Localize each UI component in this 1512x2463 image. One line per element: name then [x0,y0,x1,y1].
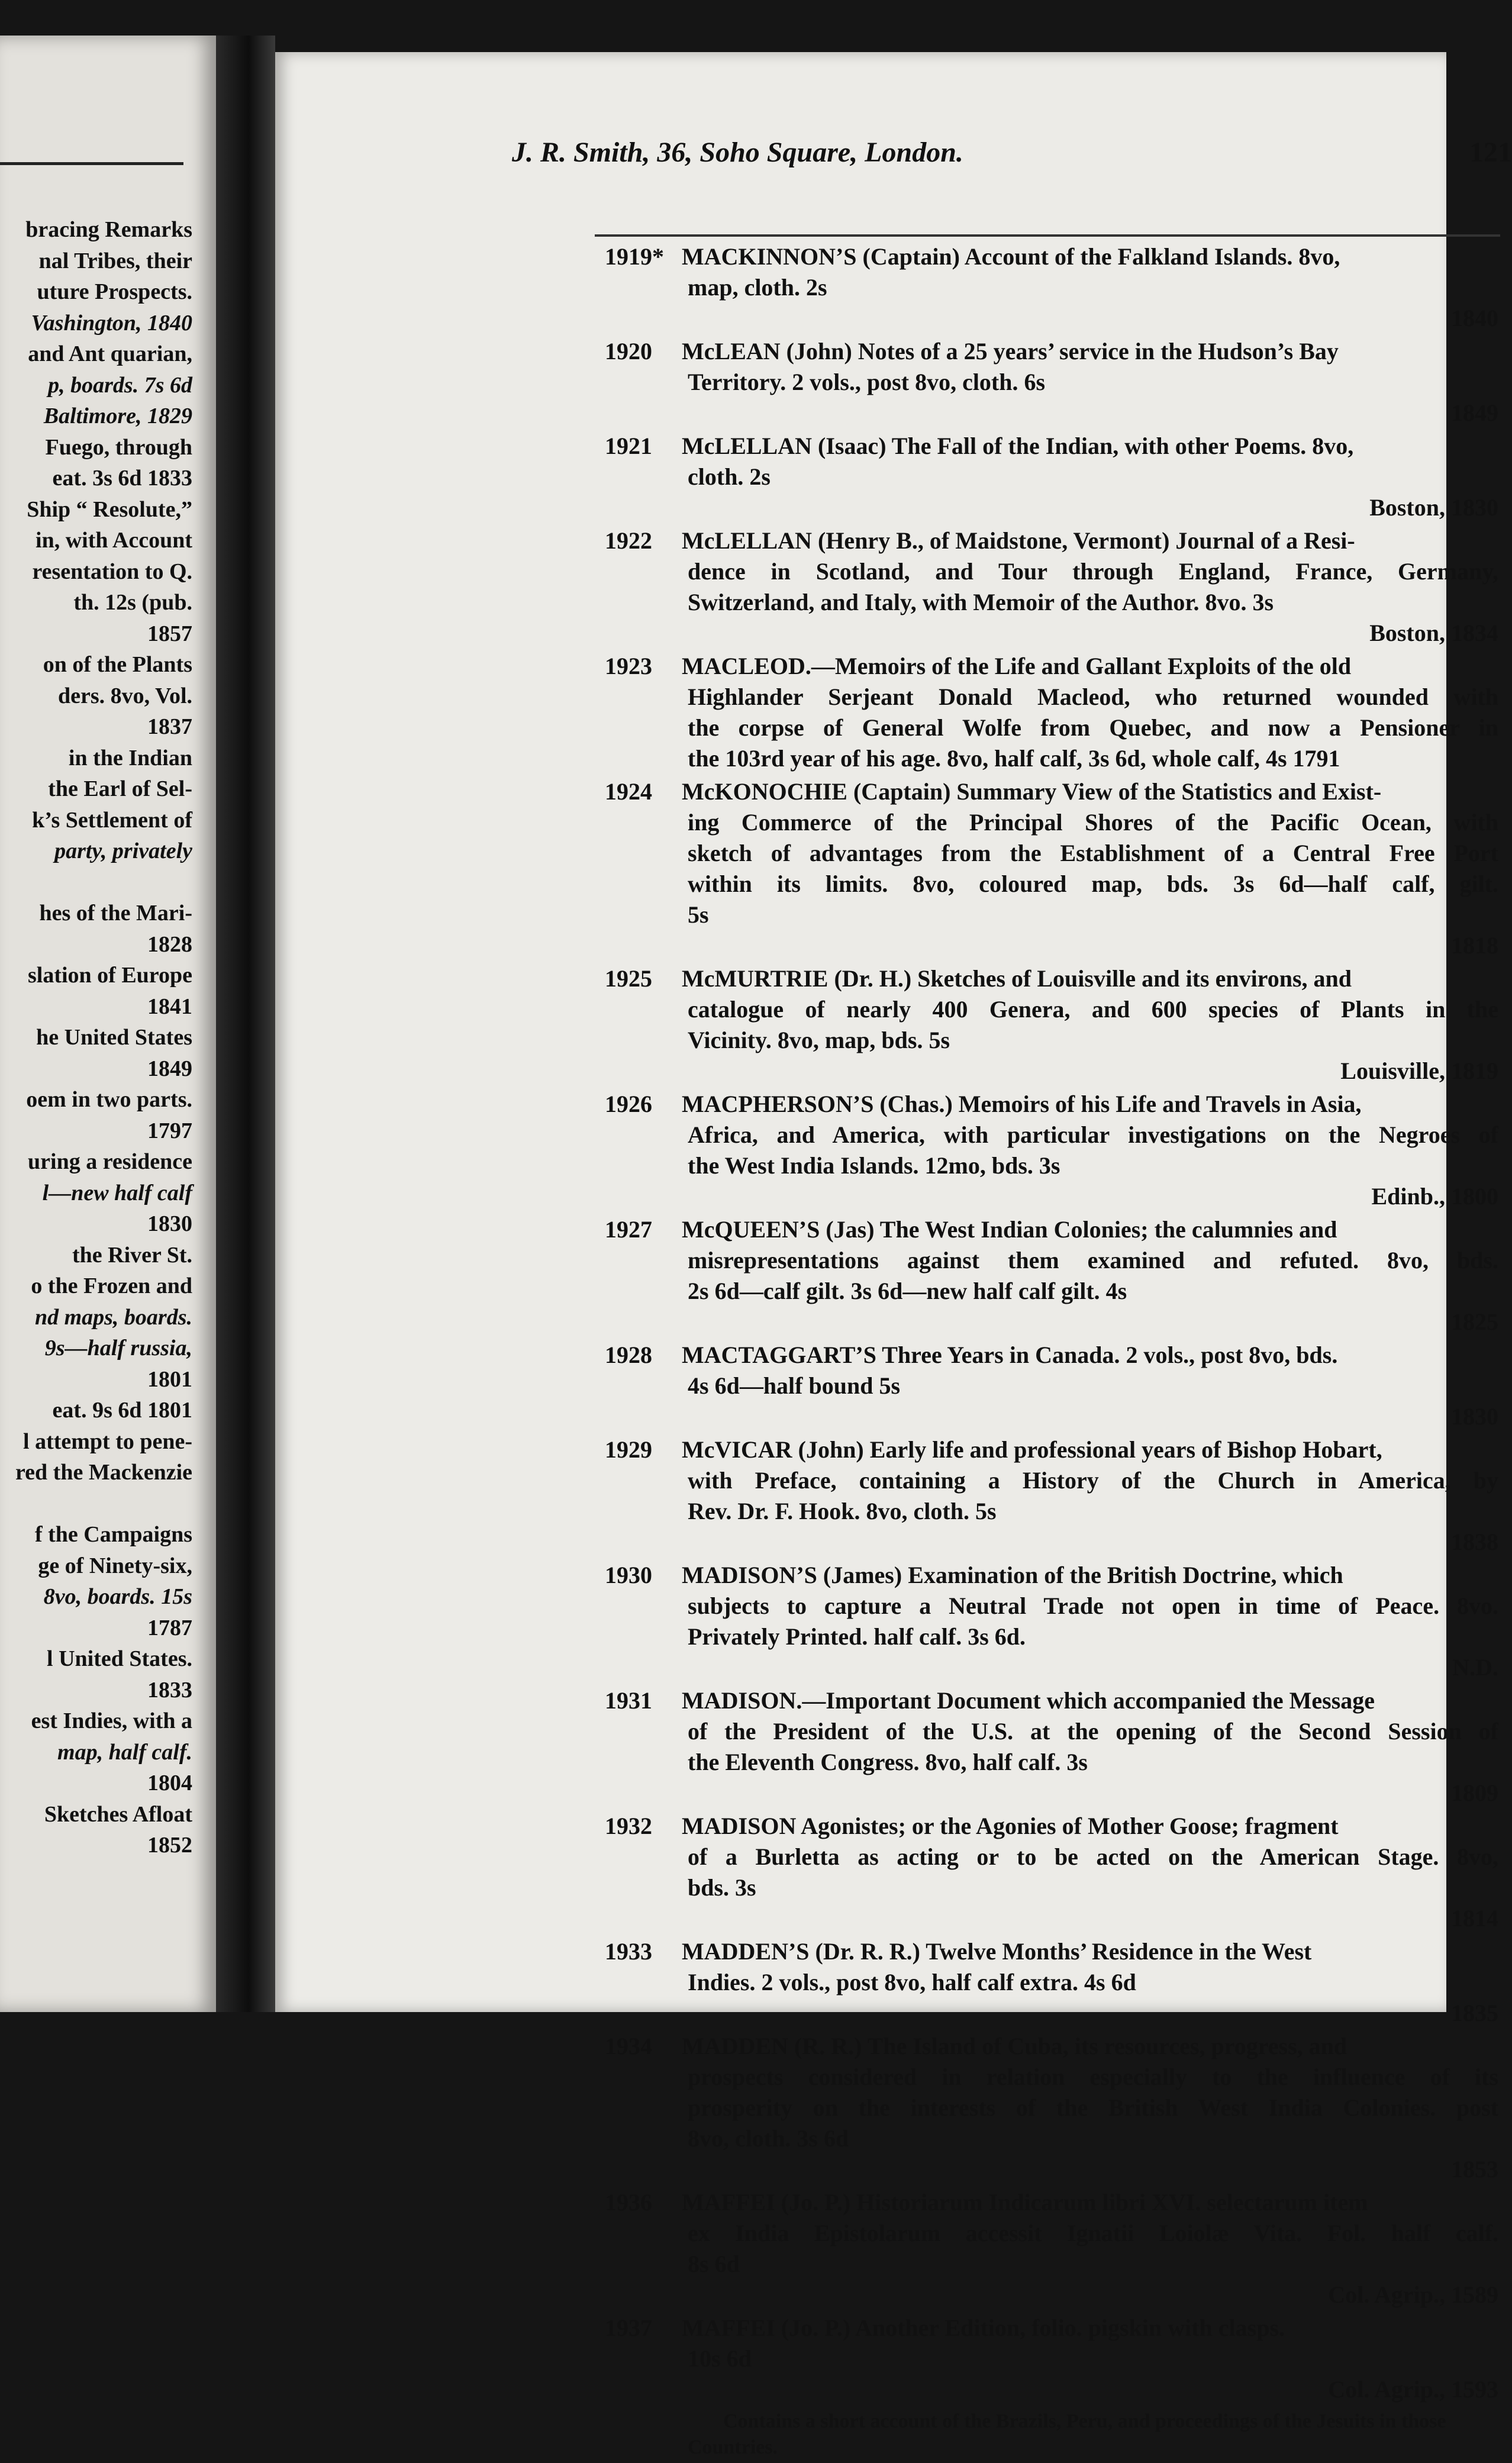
entry-text-line: with Preface, containing a History of the Church in America, by [688,1467,1498,1494]
facing-page-line: 1787 [147,1615,192,1640]
facing-page-line: map, half calf. [57,1739,192,1765]
entry-number: 1937 [605,2314,652,2341]
entry-number: 1922 [605,527,652,554]
entry-number: 1919* [605,243,664,270]
entry-imprint: 1835 [1451,2000,1498,2026]
entry-text-line: of the President of the U.S. at the opening of the Second Session of [688,1718,1498,1745]
catalogue-entry [605,1214,1498,1337]
entry-text-line: ex India Epistolarum accessit Ignatii Loiolæ Vita. Fol. half calf. [688,2220,1498,2246]
entry-imprint: 1853 [1451,2156,1498,2182]
facing-page-line: nal Tribes, their [38,248,192,273]
entry-text-line: Indies. 2 vols., post 8vo, half calf extra. 4s 6d [688,1969,1136,1995]
entry-imprint: 1818 [1451,932,1498,959]
facing-page-line: k’s Settlement of [32,807,192,833]
facing-page-line: in the Indian [68,745,192,771]
entry-heading: MADISON Agonistes; or the Agonies of Mother Goose; fragment [682,1813,1339,1839]
facing-page-line: ge of Ninety-six, [38,1553,192,1578]
entry-imprint: N.D. [1452,1654,1498,1681]
entry-heading: McVICAR (John) Early life and professional years of Bishop Hobart, [682,1436,1382,1463]
facing-page-line: 1849 [147,1056,192,1081]
facing-page-line: nd maps, boards. [34,1304,192,1330]
facing-page-line: 1797 [147,1118,192,1143]
entry-text-line: subjects to capture a Neutral Trade not open in time of Peace. 8vo. [688,1592,1498,1619]
entry-heading: MACPHERSON’S (Chas.) Memoirs of his Life and Travels in Asia, [682,1091,1362,1117]
entry-text-line: map, cloth. 2s [688,274,827,301]
catalogue-entry [605,776,1498,961]
facing-page-line: in, with Account [36,528,192,553]
catalogue-page [275,52,1512,2458]
entry-text-line: Highlander Serjeant Donald Macleod, who returned wounded with [688,684,1498,710]
facing-page-line: hes of the Mari- [39,901,192,926]
entry-imprint: 1849 [1451,399,1498,426]
entry-imprint: 1809 [1451,1779,1498,1806]
entry-number: 1925 [605,965,652,992]
entry-text-line: the West India Islands. 12mo, bds. 3s [688,1152,1060,1179]
entry-heading: MADISON.—Important Document which accompanied the Message [682,1687,1375,1714]
entry-text-line: dence in Scotland, and Tour through England, France, Germany, [688,558,1498,585]
entry-text-line: Privately Printed. half calf. 3s 6d. [688,1623,1026,1650]
entry-heading: MADDEN’S (Dr. R. R.) Twelve Months’ Residence in the West [682,1938,1312,1965]
entry-number: 1926 [605,1091,652,1117]
entry-text-line: 8vo, cloth. 3s 6d [688,2125,849,2152]
catalogue-entry [605,526,1498,649]
entry-text-line: Vicinity. 8vo, map, bds. 5s [688,1027,950,1053]
entry-imprint: 1840 [1451,305,1498,331]
facing-page-line: l attempt to pene- [23,1429,192,1454]
facing-page-line: th. 12s (pub. [73,590,192,615]
facing-page-line: party, privately [54,839,192,863]
entry-text-line: 8s 6d [688,2251,740,2277]
facing-page-line: p, boards. 7s 6d [48,372,192,398]
facing-page-line: on of the Plants [43,652,192,677]
running-title: J. R. Smith, 36, Soho Square, London. [512,137,963,168]
entry-text-line: prospects considered in relation especially to the influence of its [688,2064,1498,2090]
entry-imprint: 1814 [1451,1905,1498,1932]
facing-page-line: 1857 [147,621,192,646]
entry-imprint: Boston, 1830 [1369,494,1498,521]
entry-heading: McLEAN (John) Notes of a 25 years’ service in the Hudson’s Bay [682,338,1339,365]
entry-note: Contains a short account of the Brazils, Peru, and proceedings of the Jesuits in those Countries. [688,2410,1446,2458]
catalogue-entry [605,1811,1498,1934]
entry-text-line: misrepresentations against them examined and refuted. 8vo, bds. [688,1247,1498,1274]
catalogue-entry [605,1340,1498,1432]
entry-heading: MADDEN (R. R.) The Island of Cuba, its resources, progress, and [682,2033,1347,2059]
entry-text-line: prosperity on the interests of the British West India Colonies. post [688,2094,1498,2121]
catalogue-entry [605,1434,1498,1558]
catalogue-entry [605,336,1498,428]
facing-page-line: uring a residence [28,1149,192,1174]
facing-page-line: 1801 [147,1366,192,1392]
entry-text-line: within its limits. 8vo, coloured map, bds. 3s 6d—half calf, gilt. [688,871,1498,897]
entry-number: 1920 [605,338,652,365]
entry-imprint: Edinb., 1800 [1371,1183,1498,1210]
facing-page-line: Sketches Afloat [44,1801,192,1827]
entry-imprint: Col. Agrip., 1593 [1328,2376,1498,2403]
entry-number: 1929 [605,1436,652,1463]
entry-heading: McMURTRIE (Dr. H.) Sketches of Louisville and its environs, and [682,965,1352,992]
entry-number: 1928 [605,1342,652,1368]
entry-heading: MAFFEI (Jo. P.) Historiarum Indicarum libri XVI. selectarum item [682,2189,1368,2216]
entry-text-line: ing Commerce of the Principal Shores of the Pacific Ocean, with [688,809,1498,836]
catalogue-entries [605,241,1498,2463]
facing-page-line: 1828 [147,931,192,957]
facing-page-line: the Earl of Sel- [48,776,192,801]
facing-page-line: uture Prospects. [37,279,192,304]
facing-page-line: est Indies, with a [31,1708,192,1733]
entry-text-line: Africa, and America, with particular investigations on the Negroes of [688,1121,1498,1148]
facing-page-line: eat. 9s 6d 1801 [52,1398,192,1423]
entry-heading: McLELLAN (Isaac) The Fall of the Indian, with other Poems. 8vo, [682,433,1354,459]
facing-page-line: Fuego, through [45,434,192,460]
facing-page-line: 1852 [147,1833,192,1858]
facing-page-line: 9s—half russia, [44,1336,192,1361]
entry-text-line: Rev. Dr. F. Hook. 8vo, cloth. 5s [688,1498,997,1524]
facing-page-line: and Ant quarian, [28,341,192,366]
facing-page-line: 1830 [147,1211,192,1236]
entry-imprint: Louisville, 1819 [1340,1058,1498,1084]
page-number: 121 [1469,137,1512,168]
facing-page-line: 1837 [147,714,192,739]
entry-number: 1921 [605,433,652,459]
entry-text-line: 2s 6d—calf gilt. 3s 6d—new half calf gilt. 4s [688,1278,1127,1304]
entry-text-line: Switzerland, and Italy, with Memoir of the Author. 8vo. 3s [688,589,1274,615]
entry-heading: MACLEOD.—Memoirs of the Life and Gallant Exploits of the old [682,653,1352,679]
entry-text-line: catalogue of nearly 400 Genera, and 600 species of Plants in the [688,996,1498,1023]
facing-page-line: the River St. [72,1242,192,1268]
facing-page-line: 1804 [147,1771,192,1795]
facing-page-line: he United States [36,1025,192,1050]
entry-number: 1923 [605,653,652,679]
entry-heading: McKONOCHIE (Captain) Summary View of the Statistics and Exist- [682,778,1382,805]
facing-page-line: eat. 3s 6d 1833 [52,466,192,491]
entry-heading: MAFFEI (Jo. P.) Another Edition, folio. pigskin with clasps. [682,2314,1285,2341]
entry-number: 1930 [605,1562,652,1588]
entry-imprint: 1830 [1451,1403,1498,1430]
facing-page-line: Ship “ Resolute,” [27,497,192,522]
facing-page-line: Baltimore, 1829 [43,404,192,428]
facing-page-text [0,214,192,1861]
entry-imprint: Boston, 1834 [1369,620,1498,646]
facing-page-line [0,1488,192,1520]
facing-page-line: l—new half calf [42,1180,192,1205]
catalogue-entry [605,1685,1498,1808]
catalogue-entry [605,1560,1498,1683]
facing-page-fragment [0,36,216,2012]
entry-text-line: the Eleventh Congress. 8vo, half calf. 3s [688,1749,1088,1775]
catalogue-entry [605,431,1498,523]
facing-page-line: f the Campaigns [34,1522,192,1547]
entry-text-line: 4s 6d—half bound 5s [688,1372,901,1399]
entry-number: 1936 [605,2189,652,2216]
entry-text-line: the 103rd year of his age. 8vo, half calf, 3s 6d, whole calf, 4s 1791 [688,745,1340,772]
entry-text-line: the corpse of General Wolfe from Quebec, and now a Pensioner in [688,714,1498,741]
entry-heading: MACKINNON’S (Captain) Account of the Falkland Islands. 8vo, [682,243,1340,270]
entry-number: 1924 [605,778,652,805]
facing-page-line: 1833 [147,1677,192,1703]
entry-text-line: sketch of advantages from the Establishment of a Central Free Port [688,840,1498,866]
catalogue-entry [605,2031,1498,2185]
facing-page-rule [0,162,183,165]
facing-page-line: Vashington, 1840 [31,310,192,336]
facing-page-line: l United States. [47,1646,192,1671]
catalogue-entry [605,963,1498,1087]
facing-page-line: o the Frozen and [31,1274,192,1298]
entry-imprint: Col. Agrip., 1589 [1328,2281,1498,2308]
entry-number: 1932 [605,1813,652,1839]
facing-page-line: 8vo, boards. 15s [43,1584,192,1609]
entry-text-line: cloth. 2s [688,463,770,490]
entry-heading: McQUEEN’S (Jas) The West Indian Colonies; the calumnies and [682,1216,1337,1243]
entry-text-line: 5s [688,901,709,928]
running-head [512,136,1512,178]
entry-imprint: 1838 [1451,1529,1498,1555]
catalogue-entry [605,1936,1498,2029]
catalogue-entry [605,1089,1498,1212]
entry-text-line: 10s 6d [688,2345,752,2372]
entry-heading: McLELLAN (Henry B., of Maidstone, Vermont) Journal of a Resi- [682,527,1355,554]
entry-text-line: bds. 3s [688,1874,756,1901]
facing-page-line: red the Mackenzie [15,1460,192,1485]
catalogue-entry [605,2187,1498,2310]
book-gutter [216,36,275,2012]
facing-page-line: bracing Remarks [25,217,192,242]
facing-page-line: slation of Europe [27,963,192,988]
entry-text-line: of a Burletta as acting or to be acted on the American Stage. 8vo, [688,1843,1498,1870]
entry-number: 1931 [605,1687,652,1714]
entry-imprint: 1825 [1451,1308,1498,1335]
header-rule [595,234,1500,237]
catalogue-entry [605,241,1498,334]
facing-page-line: 1841 [147,994,192,1019]
entry-heading: MACTAGGART’S Three Years in Canada. 2 vols., post 8vo, bds. [682,1342,1338,1368]
entry-number: 1927 [605,1216,652,1243]
catalogue-entry [605,651,1498,774]
facing-page-line: ders. 8vo, Vol. [58,683,192,708]
facing-page-line: oem in two parts. [26,1087,192,1112]
catalogue-entry [605,2313,1498,2461]
facing-page-line [0,867,192,898]
entry-heading: MADISON’S (James) Examination of the British Doctrine, which [682,1562,1343,1588]
entry-number: 1933 [605,1938,652,1965]
entry-text-line: Territory. 2 vols., post 8vo, cloth. 6s [688,369,1046,395]
entry-number: 1934 [605,2033,652,2059]
facing-page-line: resentation to Q. [32,559,192,584]
